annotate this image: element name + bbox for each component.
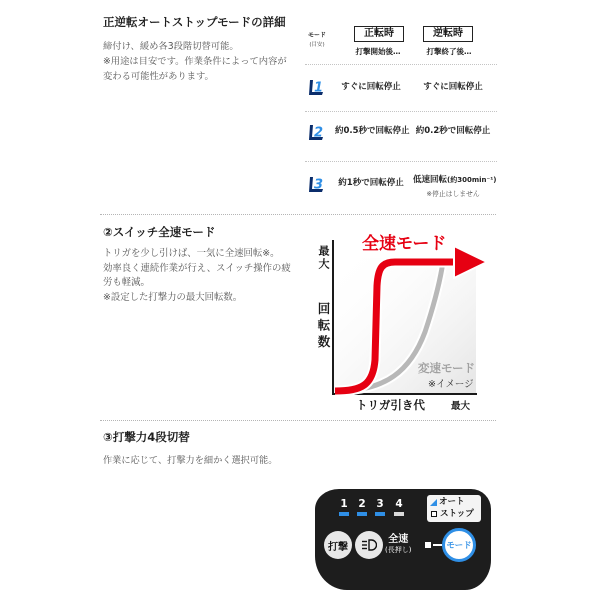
auto-triangle-icon <box>430 499 437 506</box>
level-number: 3 <box>376 498 384 510</box>
reverse-value: 低速回転 <box>413 175 448 185</box>
level-led <box>375 512 385 516</box>
table-row-divider <box>305 161 497 162</box>
table-row-divider <box>305 64 497 65</box>
description-line: ※設定した打撃力の最大回転数。 <box>103 291 243 303</box>
section3-title: ③打撃力4段切替 <box>103 430 190 444</box>
reverse-column-subheader: 打撃終了後… <box>426 47 472 56</box>
stop-square-icon <box>431 511 437 517</box>
mode-3-icon <box>308 176 325 193</box>
mode-number: 1 <box>313 80 324 96</box>
light-button <box>355 531 383 559</box>
mode-number: 3 <box>313 177 324 193</box>
impact-level-2 <box>355 498 369 516</box>
reverse-value-detail: (約300min⁻¹) <box>447 176 497 184</box>
impact-level-1 <box>337 498 351 516</box>
y-axis-label: 回転数 <box>316 302 331 352</box>
description-line: 労も軽減。 <box>103 277 150 288</box>
control-panel <box>315 489 491 590</box>
section2-title: ②スイッチ全速モード <box>103 225 216 239</box>
forward-column-header: 正転時 <box>354 26 404 42</box>
indicator-square <box>425 542 431 548</box>
section2-description <box>103 247 291 305</box>
level-number: 1 <box>340 498 348 510</box>
impact-level-3 <box>373 498 387 516</box>
description-line: 締付け、緩め各3段階切替可能。 <box>103 41 239 52</box>
table-cell-forward: 約0.5秒で回転停止 <box>335 126 410 136</box>
long-press-label: (長押し) <box>385 546 412 554</box>
auto-stop-row <box>430 497 478 509</box>
section1-title: 正逆転オートストップモードの詳細 <box>103 15 286 29</box>
impact-level-4 <box>392 498 406 516</box>
y-axis-max-label: 最大 <box>317 245 330 271</box>
level-number: 4 <box>395 498 403 510</box>
description-line: トリガを少し引けば、一気に全速回転※。 <box>103 248 280 259</box>
impact-button <box>324 531 352 559</box>
mode-button-label: モード <box>446 541 472 551</box>
variable-speed-label: 変速モード <box>418 361 476 375</box>
auto-label: オート <box>439 497 465 508</box>
section-divider <box>100 214 496 215</box>
mode-2-icon <box>308 124 325 141</box>
image-note: ※イメージ <box>428 379 474 390</box>
description-line: 効率良く連続作業が行え、スイッチ操作の疲 <box>103 262 291 274</box>
table-cell-reverse: 約0.2秒で回転停止 <box>415 126 491 136</box>
level-led <box>357 512 367 516</box>
impact-button-label: 打撃 <box>328 541 348 553</box>
full-speed-label: 全速 <box>388 534 409 545</box>
level-number: 2 <box>358 498 366 510</box>
auto-stop-row <box>430 509 478 521</box>
headlight-icon <box>361 539 377 551</box>
section-divider <box>100 420 496 421</box>
x-axis-max-label: 最大 <box>451 401 471 412</box>
section1-description <box>103 39 287 84</box>
table-cell-reverse: すぐに回転停止 <box>423 82 483 92</box>
description-line: ※用途は目安です。作業条件によって内容が <box>103 56 287 67</box>
mode-column-header: モード <box>308 32 326 39</box>
auto-stop-indicator <box>427 495 481 522</box>
table-cell-forward: 約1秒で回転停止 <box>338 178 404 188</box>
table-row-divider <box>305 111 497 112</box>
mode-button <box>442 528 476 562</box>
description-line: 変わる可能性があります。 <box>103 71 214 82</box>
forward-column-subheader: 打撃開始後… <box>355 47 401 56</box>
x-axis-label: トリガ引き代 <box>356 398 425 412</box>
full-speed-hint <box>385 534 411 555</box>
reverse-note: ※停止はしません <box>426 190 480 198</box>
stop-label: ストップ <box>440 508 474 519</box>
section3-description <box>103 453 277 468</box>
mode-column-subheader: (目安) <box>309 42 325 48</box>
table-cell-reverse <box>413 175 495 186</box>
table-cell-forward: すぐに回転停止 <box>341 82 401 92</box>
mode-1-icon <box>308 79 325 96</box>
description-line: 作業に応じて、打撃力を細かく選択可能。 <box>103 455 278 466</box>
full-speed-label: 全速モード <box>362 234 447 254</box>
level-led <box>394 512 404 516</box>
connector-line <box>433 544 442 546</box>
level-led <box>339 512 349 516</box>
reverse-column-header: 逆転時 <box>423 26 473 42</box>
mode-number: 2 <box>313 125 324 141</box>
